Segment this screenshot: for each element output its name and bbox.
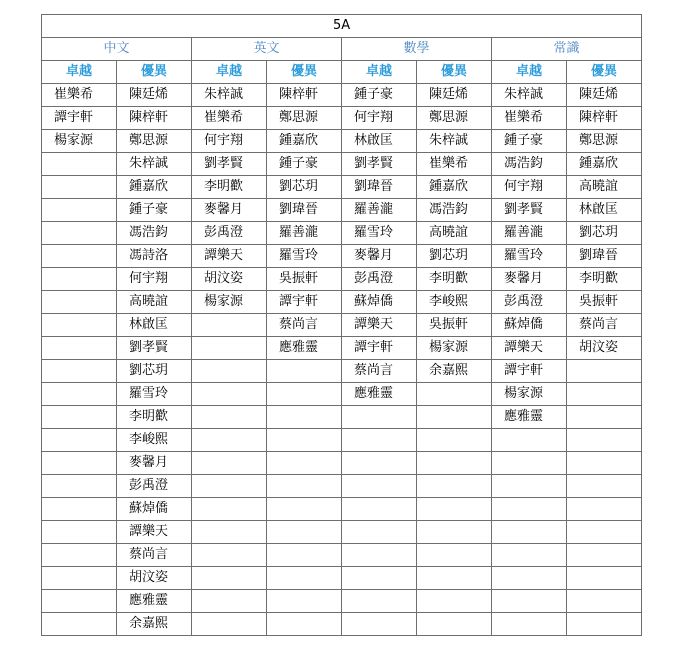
name-cell (192, 498, 267, 521)
name-cell (192, 590, 267, 613)
name-cell (42, 567, 117, 590)
name-cell: 羅雪玲 (342, 222, 417, 245)
name-cell: 何宇翔 (342, 107, 417, 130)
name-cell (342, 521, 417, 544)
name-cell: 羅善瀧 (492, 222, 567, 245)
table-title: 5A (42, 15, 642, 38)
table-row (42, 360, 642, 383)
name-cell (267, 613, 342, 636)
name-cell: 劉芯玥 (117, 360, 192, 383)
name-cell (567, 521, 642, 544)
name-cell (417, 567, 492, 590)
name-cell (192, 475, 267, 498)
name-cell (342, 406, 417, 429)
name-cell (342, 613, 417, 636)
table-row (42, 337, 642, 360)
name-cell: 楊家源 (492, 383, 567, 406)
name-cell: 羅善瀧 (342, 199, 417, 222)
name-cell (192, 406, 267, 429)
name-cell (267, 406, 342, 429)
table-row (42, 429, 642, 452)
name-cell (267, 360, 342, 383)
name-cell (417, 544, 492, 567)
name-cell: 余嘉熙 (117, 613, 192, 636)
name-cell (42, 153, 117, 176)
name-cell (492, 567, 567, 590)
name-cell: 馮浩鈞 (492, 153, 567, 176)
name-cell: 應雅靈 (117, 590, 192, 613)
header-excellent: 卓越 (192, 61, 267, 84)
name-cell: 崔樂希 (42, 84, 117, 107)
name-cell (42, 544, 117, 567)
name-cell: 陳梓軒 (117, 107, 192, 130)
table-row (42, 245, 642, 268)
name-cell (492, 429, 567, 452)
name-cell: 譚樂天 (492, 337, 567, 360)
subject-general-studies: 常識 (492, 38, 642, 61)
name-cell (42, 521, 117, 544)
name-cell (342, 429, 417, 452)
name-cell: 彭禹澄 (492, 291, 567, 314)
name-cell: 劉芯玥 (567, 222, 642, 245)
name-cell (192, 337, 267, 360)
name-cell: 麥馨月 (117, 452, 192, 475)
name-cell: 鍾子豪 (492, 130, 567, 153)
name-cell: 陳廷烯 (117, 84, 192, 107)
name-cell: 蘇焯僑 (117, 498, 192, 521)
table-row (42, 199, 642, 222)
name-cell (42, 590, 117, 613)
name-cell: 蔡尚言 (117, 544, 192, 567)
name-cell: 鄭思源 (567, 130, 642, 153)
name-cell (567, 429, 642, 452)
name-cell (492, 521, 567, 544)
name-cell: 譚宇軒 (342, 337, 417, 360)
header-merit: 優異 (417, 61, 492, 84)
name-cell (417, 429, 492, 452)
table-row (42, 153, 642, 176)
header-excellent: 卓越 (492, 61, 567, 84)
name-cell (492, 452, 567, 475)
name-cell: 林啟匡 (567, 199, 642, 222)
name-cell (42, 475, 117, 498)
name-cell (417, 521, 492, 544)
table-row (42, 107, 642, 130)
name-cell (567, 475, 642, 498)
name-cell (42, 314, 117, 337)
name-cell: 馮浩鈞 (417, 199, 492, 222)
name-cell: 羅善瀧 (267, 222, 342, 245)
name-cell (267, 590, 342, 613)
name-cell: 羅雪玲 (267, 245, 342, 268)
name-cell (42, 291, 117, 314)
name-cell (267, 498, 342, 521)
name-cell (567, 360, 642, 383)
name-cell (42, 245, 117, 268)
name-cell (192, 429, 267, 452)
table-row (42, 475, 642, 498)
name-cell (42, 613, 117, 636)
name-cell: 林啟匡 (342, 130, 417, 153)
name-cell: 楊家源 (417, 337, 492, 360)
name-cell: 彭禹澄 (192, 222, 267, 245)
award-table (41, 14, 642, 636)
name-cell: 劉孝賢 (492, 199, 567, 222)
header-excellent: 卓越 (342, 61, 417, 84)
name-cell (267, 429, 342, 452)
name-cell: 蔡尚言 (342, 360, 417, 383)
name-cell: 譚宇軒 (492, 360, 567, 383)
name-cell: 應雅靈 (267, 337, 342, 360)
name-cell: 譚宇軒 (267, 291, 342, 314)
name-cell (567, 567, 642, 590)
name-cell (342, 475, 417, 498)
name-cell: 陳廷烯 (567, 84, 642, 107)
name-cell: 胡汶姿 (192, 268, 267, 291)
name-cell: 馮詩洛 (117, 245, 192, 268)
table-row (42, 544, 642, 567)
name-cell: 陳廷烯 (417, 84, 492, 107)
name-cell: 羅雪玲 (492, 245, 567, 268)
name-cell (42, 406, 117, 429)
name-cell (192, 314, 267, 337)
name-cell (342, 498, 417, 521)
name-cell: 楊家源 (192, 291, 267, 314)
name-cell (417, 613, 492, 636)
name-cell: 朱梓誠 (117, 153, 192, 176)
name-cell (417, 406, 492, 429)
name-cell (567, 590, 642, 613)
name-cell (567, 406, 642, 429)
table-row (42, 383, 642, 406)
name-cell (267, 521, 342, 544)
name-cell (42, 429, 117, 452)
name-cell (42, 268, 117, 291)
name-cell: 蔡尚言 (267, 314, 342, 337)
name-cell: 李明歡 (417, 268, 492, 291)
name-cell (342, 567, 417, 590)
name-cell (567, 498, 642, 521)
table-row (42, 291, 642, 314)
name-cell: 鍾嘉欣 (417, 176, 492, 199)
table-row (42, 498, 642, 521)
name-cell (42, 383, 117, 406)
name-cell (567, 452, 642, 475)
name-cell: 高曉誼 (567, 176, 642, 199)
name-cell (267, 567, 342, 590)
name-cell: 馮浩鈞 (117, 222, 192, 245)
table-row (42, 567, 642, 590)
name-cell: 蔡尚言 (567, 314, 642, 337)
table-row (42, 452, 642, 475)
table-row (42, 176, 642, 199)
name-cell: 麥馨月 (342, 245, 417, 268)
name-cell: 劉孝賢 (117, 337, 192, 360)
name-cell: 高曉誼 (417, 222, 492, 245)
name-cell (42, 222, 117, 245)
table-row (42, 613, 642, 636)
name-cell: 李明歡 (117, 406, 192, 429)
name-cell (192, 567, 267, 590)
name-cell: 崔樂希 (492, 107, 567, 130)
name-cell (267, 475, 342, 498)
name-cell: 何宇翔 (117, 268, 192, 291)
name-cell: 鍾嘉欣 (567, 153, 642, 176)
name-cell (192, 383, 267, 406)
name-cell: 吳振軒 (567, 291, 642, 314)
name-cell: 鍾子豪 (267, 153, 342, 176)
name-cell (192, 613, 267, 636)
name-cell: 應雅靈 (492, 406, 567, 429)
name-cell: 吳振軒 (417, 314, 492, 337)
name-cell (417, 475, 492, 498)
name-cell: 陳梓軒 (567, 107, 642, 130)
name-cell (267, 383, 342, 406)
name-cell (417, 590, 492, 613)
table-row (42, 222, 642, 245)
name-cell: 朱梓誠 (192, 84, 267, 107)
name-cell: 劉瑋晉 (342, 176, 417, 199)
name-cell: 麥馨月 (492, 268, 567, 291)
name-cell: 鍾嘉欣 (117, 176, 192, 199)
name-cell: 李峻熙 (417, 291, 492, 314)
name-cell: 羅雪玲 (117, 383, 192, 406)
header-merit: 優異 (567, 61, 642, 84)
name-cell (417, 498, 492, 521)
name-cell (42, 337, 117, 360)
name-cell: 劉瑋晉 (267, 199, 342, 222)
name-cell: 李峻熙 (117, 429, 192, 452)
name-cell: 譚樂天 (342, 314, 417, 337)
subject-english: 英文 (192, 38, 342, 61)
name-cell: 麥馨月 (192, 199, 267, 222)
table-row (42, 84, 642, 107)
table-row (42, 521, 642, 544)
name-cell (567, 613, 642, 636)
name-cell: 譚宇軒 (42, 107, 117, 130)
name-cell: 李明歡 (192, 176, 267, 199)
name-cell: 蘇焯僑 (342, 291, 417, 314)
name-cell (42, 199, 117, 222)
name-cell: 余嘉熙 (417, 360, 492, 383)
name-cell: 鄭思源 (117, 130, 192, 153)
name-cell (42, 498, 117, 521)
name-cell (42, 360, 117, 383)
name-cell: 譚樂天 (117, 521, 192, 544)
name-cell (342, 452, 417, 475)
name-cell: 陳梓軒 (267, 84, 342, 107)
name-cell (417, 452, 492, 475)
name-cell (192, 452, 267, 475)
name-cell (192, 521, 267, 544)
name-cell: 鍾子豪 (117, 199, 192, 222)
header-merit: 優異 (267, 61, 342, 84)
name-cell: 崔樂希 (192, 107, 267, 130)
subject-chinese: 中文 (42, 38, 192, 61)
name-cell (567, 383, 642, 406)
name-cell (417, 383, 492, 406)
name-cell (492, 590, 567, 613)
name-cell: 鄭思源 (267, 107, 342, 130)
name-cell (492, 613, 567, 636)
name-cell: 何宇翔 (492, 176, 567, 199)
name-cell: 李明歡 (567, 268, 642, 291)
name-cell: 楊家源 (42, 130, 117, 153)
name-cell (192, 360, 267, 383)
name-cell: 劉瑋晉 (567, 245, 642, 268)
header-excellent: 卓越 (42, 61, 117, 84)
name-cell: 劉孝賢 (192, 153, 267, 176)
header-merit: 優異 (117, 61, 192, 84)
name-cell: 吳振軒 (267, 268, 342, 291)
name-cell: 彭禹澄 (342, 268, 417, 291)
table-row (42, 314, 642, 337)
name-cell (492, 475, 567, 498)
table-row (42, 406, 642, 429)
name-cell: 鄭思源 (417, 107, 492, 130)
name-cell (492, 498, 567, 521)
name-cell: 劉孝賢 (342, 153, 417, 176)
name-cell (342, 544, 417, 567)
name-cell: 高曉誼 (117, 291, 192, 314)
name-cell (42, 452, 117, 475)
name-cell: 胡汶姿 (117, 567, 192, 590)
name-cell (267, 544, 342, 567)
name-cell: 朱梓誠 (492, 84, 567, 107)
name-cell: 何宇翔 (192, 130, 267, 153)
name-cell: 鍾嘉欣 (267, 130, 342, 153)
name-cell: 胡汶姿 (567, 337, 642, 360)
name-cell (267, 452, 342, 475)
name-cell: 崔樂希 (417, 153, 492, 176)
name-cell: 劉芯玥 (267, 176, 342, 199)
name-cell: 鍾子豪 (342, 84, 417, 107)
name-cell: 應雅靈 (342, 383, 417, 406)
name-cell (342, 590, 417, 613)
name-cell (192, 544, 267, 567)
name-cell: 林啟匡 (117, 314, 192, 337)
table-row (42, 130, 642, 153)
table-row (42, 590, 642, 613)
name-cell: 譚樂天 (192, 245, 267, 268)
name-cell: 彭禹澄 (117, 475, 192, 498)
table-row (42, 268, 642, 291)
name-cell (492, 544, 567, 567)
subject-math: 數學 (342, 38, 492, 61)
name-cell: 蘇焯僑 (492, 314, 567, 337)
name-cell: 劉芯玥 (417, 245, 492, 268)
name-cell (42, 176, 117, 199)
name-cell (567, 544, 642, 567)
name-cell: 朱梓誠 (417, 130, 492, 153)
